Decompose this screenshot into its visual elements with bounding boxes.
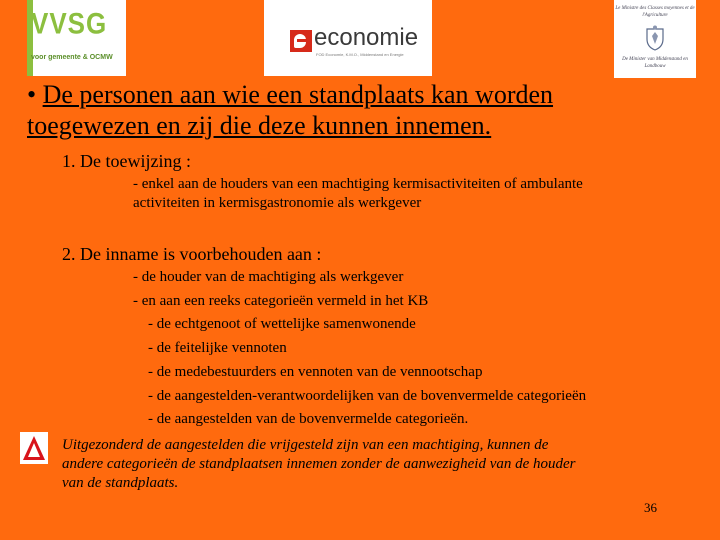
- section2-line: - en aan een reeks categorieën vermeld in het KB: [133, 293, 429, 309]
- ministry-logo: [614, 0, 696, 78]
- section2-subline: - de echtgenoot of wettelijke samenwonende: [148, 316, 416, 332]
- note-line: andere categorieën de standplaatsen innemen zonder de aanwezigheid van de houder: [62, 456, 576, 472]
- section1-heading: 1. De toewijzing :: [62, 151, 191, 171]
- vvsg-logo-text: VVSG: [31, 5, 108, 41]
- economie-logo: [264, 0, 432, 76]
- section2-subline: - de feitelijke vennoten: [148, 340, 287, 356]
- title-text-line1: De personen aan wie een standplaats kan worden: [42, 80, 554, 109]
- note-line: Uitgezonderd de aangestelden die vrijgesteld zijn van een machtiging, kunnen de: [62, 437, 549, 453]
- slide-title-line1: [27, 80, 553, 110]
- page-number: 36: [644, 500, 657, 515]
- section2-heading: 2. De inname is voorbehouden aan :: [62, 244, 322, 264]
- economie-e-icon: [290, 30, 312, 52]
- economie-logo-text: economie: [314, 24, 419, 51]
- warning-icon: [20, 432, 48, 464]
- vvsg-logo: [27, 0, 126, 76]
- section2-line: - de houder van de machtiging als werkgever: [133, 269, 404, 285]
- ministry-logo-line2: De Minister van Middenstand en Landbouw: [622, 57, 688, 69]
- section1-line: - enkel aan de houders van een machtiging kermisactiviteiten of ambulante: [133, 176, 583, 192]
- section2-subline: - de aangestelden-verantwoordelijken van de bovenvermelde categorieën: [148, 388, 587, 404]
- section2-subline: - de aangestelden van de bovenvermelde categorieën.: [148, 411, 469, 427]
- section2-subline: - de medebestuurders en vennoten van de vennootschap: [148, 364, 483, 380]
- slide-title-line2: toegewezen en zij die deze kunnen innemen.: [27, 111, 492, 140]
- section1-line: activiteiten in kermisgastronomie als werkgever: [133, 195, 422, 211]
- note-line: van de standplaats.: [62, 475, 179, 491]
- economie-logo-tagline: FOD Economie, K.M.O., Middenstand en Energie: [316, 52, 404, 57]
- vvsg-logo-subtitle: voor gemeente & OCMW: [31, 54, 113, 61]
- ministry-logo-line1: Le Ministre des Classes moyennes et de l'Agriculture: [615, 6, 695, 18]
- coat-of-arms-icon: [643, 25, 667, 51]
- title-bullet: •: [27, 80, 37, 109]
